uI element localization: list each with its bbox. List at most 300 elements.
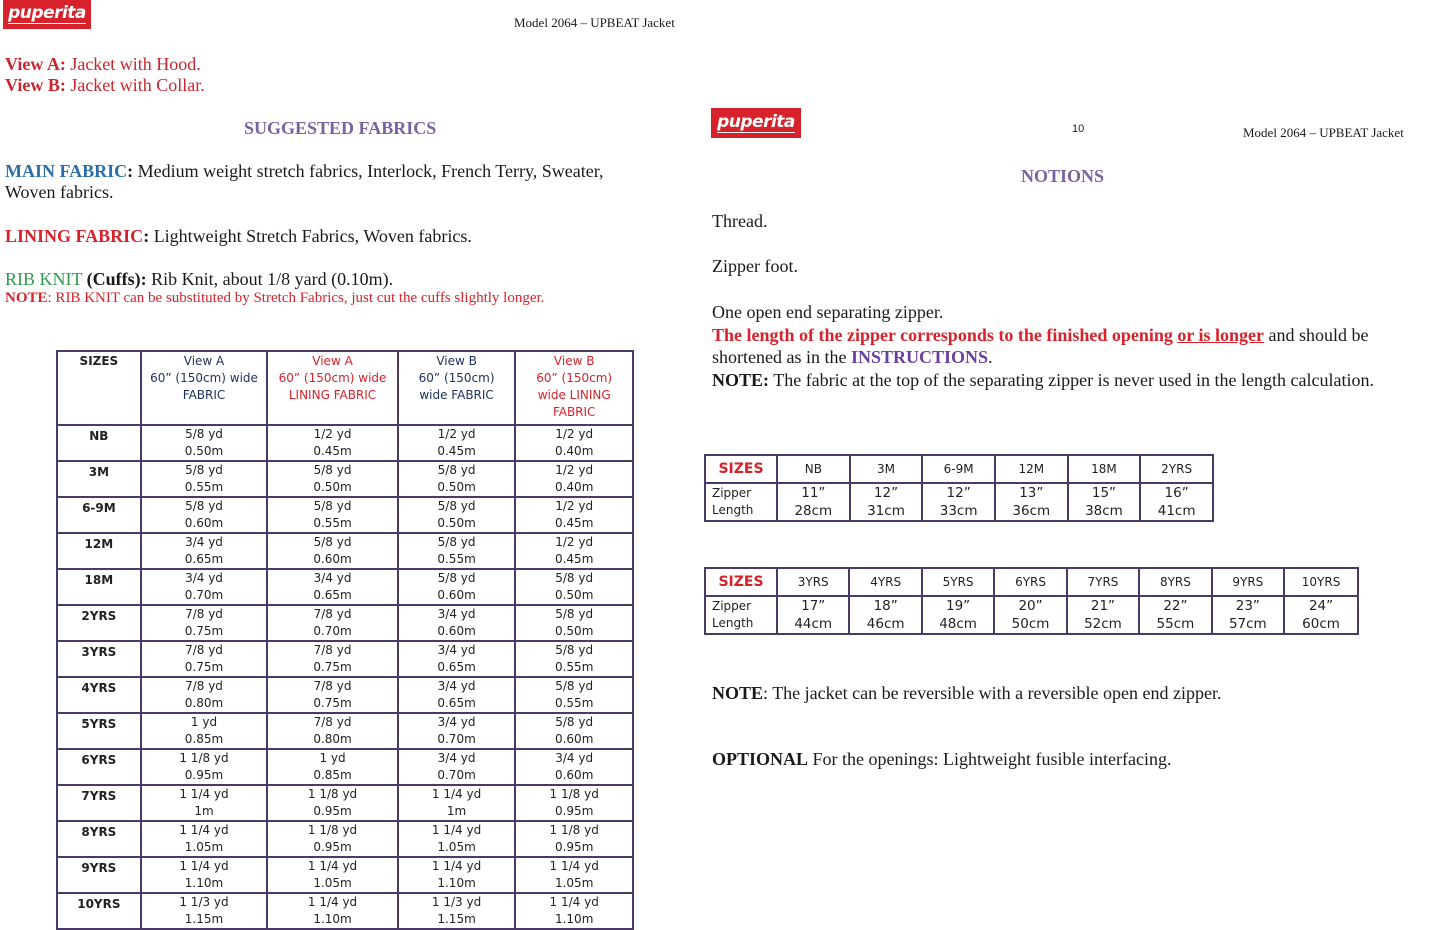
yardage-cell xyxy=(141,749,268,785)
zipper-length-cell xyxy=(777,483,850,521)
column-header-line: View B xyxy=(553,354,595,368)
zipper-length-table-1 xyxy=(704,454,1214,522)
column-header-line: wide LINING xyxy=(537,388,611,402)
column-header-line: View A xyxy=(183,354,225,368)
inches-value: 22” xyxy=(1163,598,1188,614)
size-header: 4YRS xyxy=(849,568,921,596)
size-header: 18M xyxy=(1068,455,1141,483)
meters-value: 0.85m xyxy=(313,768,352,782)
meters-value: 0.70m xyxy=(184,588,224,602)
yards-value: 1 1/8 yd xyxy=(549,787,599,801)
meters-value: 0.75m xyxy=(184,624,224,638)
zipper-length-cell xyxy=(849,596,921,634)
label-line: Length xyxy=(712,616,754,630)
meters-value: 0.65m xyxy=(184,552,224,566)
inches-value: 11” xyxy=(801,485,826,501)
yards-value: 3/4 yd xyxy=(313,571,352,585)
yardage-cell xyxy=(515,533,633,569)
yardage-cell xyxy=(398,641,516,677)
lining-fabric-paragraph xyxy=(5,226,472,247)
meters-value: 0.50m xyxy=(313,480,352,494)
size-cell: 9YRS xyxy=(57,857,141,893)
yards-value: 1/2 yd xyxy=(555,535,594,549)
yards-value: 1 yd xyxy=(319,751,346,765)
yardage-cell xyxy=(398,677,516,713)
yardage-cell xyxy=(141,857,268,893)
column-header-line: 60” (150cm) wide xyxy=(278,371,387,385)
meters-value: 0.55m xyxy=(554,696,594,710)
column-header-line: FABRIC xyxy=(552,405,596,419)
yards-value: 1 1/3 yd xyxy=(431,895,482,909)
inches-value: 12” xyxy=(873,485,899,501)
size-header: 3YRS xyxy=(777,568,849,596)
yards-value: 1 1/4 yd xyxy=(431,787,482,801)
yards-value: 5/8 yd xyxy=(437,463,476,477)
meters-value: 0.45m xyxy=(437,444,476,458)
suggested-fabrics-title: SUGGESTED FABRICS xyxy=(244,118,437,138)
meters-value: 0.95m xyxy=(554,840,594,854)
table-row xyxy=(57,821,633,857)
meters-value: 0.60m xyxy=(437,588,476,602)
meters-value: 0.45m xyxy=(554,516,594,530)
yards-value: 5/8 yd xyxy=(555,571,594,585)
yards-value: 1 1/4 yd xyxy=(179,859,229,873)
yards-value: 1/2 yd xyxy=(437,427,476,441)
yardage-cell xyxy=(515,821,633,857)
yardage-cell xyxy=(398,785,516,821)
size-header: 2YRS xyxy=(1140,455,1213,483)
yardage-cell xyxy=(267,785,398,821)
yardage-cell xyxy=(515,749,633,785)
inches-value: 16” xyxy=(1164,485,1189,501)
yards-value: 7/8 yd xyxy=(313,643,352,657)
lining-fabric-label: LINING FABRIC xyxy=(5,226,144,246)
zipper-length-cell xyxy=(922,596,994,634)
yards-value: 3/4 yd xyxy=(185,571,223,585)
meters-value: 0.70m xyxy=(437,768,476,782)
zipper-length-rest: and should be shortened as in the xyxy=(712,324,1369,367)
size-cell: 18M xyxy=(57,569,141,605)
size-header: 8YRS xyxy=(1139,568,1211,596)
yardage-cell xyxy=(398,749,516,785)
meters-value: 0.60m xyxy=(184,516,224,530)
table-row xyxy=(57,749,633,785)
yards-value: 3/4 yd xyxy=(437,679,476,693)
yardage-cell xyxy=(398,821,516,857)
meters-value: 0.80m xyxy=(184,696,224,710)
size-header: 7YRS xyxy=(1067,568,1139,596)
meters-value: 0.50m xyxy=(554,588,594,602)
yardage-cell xyxy=(267,533,398,569)
meters-value: 1.05m xyxy=(184,840,224,854)
yardage-cell xyxy=(515,497,633,533)
yards-value: 1 1/4 yd xyxy=(179,787,229,801)
yards-value: 7/8 yd xyxy=(313,607,352,621)
zipper-paragraph xyxy=(712,301,1412,391)
lining-fabric-colon: : xyxy=(143,226,150,246)
column-header-line: View B xyxy=(436,354,477,368)
yards-value: 1 yd xyxy=(190,715,218,729)
column-header xyxy=(398,351,516,425)
meters-value: 0.45m xyxy=(313,444,352,458)
yards-value: 1 1/8 yd xyxy=(179,751,229,765)
size-cell: 10YRS xyxy=(57,893,141,929)
meters-value: 0.80m xyxy=(313,732,352,746)
column-header-line: 60” (150cm) xyxy=(418,371,495,385)
zipper-length-cell xyxy=(995,483,1068,521)
view-b-line xyxy=(5,75,205,96)
column-header-line: LINING FABRIC xyxy=(288,388,377,402)
size-cell: 3M xyxy=(57,461,141,497)
table-row xyxy=(57,425,633,461)
yards-value: 5/8 yd xyxy=(555,607,594,621)
cm-value: 38cm xyxy=(1085,503,1123,519)
view-a-text: Jacket with Hood. xyxy=(70,54,201,74)
fabric-requirements-table xyxy=(56,350,634,930)
puperita-logo: puperita xyxy=(3,0,91,29)
yards-value: 1 1/8 yd xyxy=(307,823,358,837)
cm-value: 41cm xyxy=(1157,503,1196,519)
table-row xyxy=(57,785,633,821)
yardage-cell xyxy=(515,713,633,749)
meters-value: 0.60m xyxy=(313,552,352,566)
cm-value: 28cm xyxy=(794,503,833,519)
meters-value: 0.65m xyxy=(437,696,476,710)
table-row xyxy=(57,893,633,929)
size-header: NB xyxy=(777,455,850,483)
zipper-length-label xyxy=(705,596,777,634)
meters-value: 0.75m xyxy=(313,696,352,710)
yardage-cell xyxy=(515,461,633,497)
notions-title: NOTIONS xyxy=(1021,166,1105,186)
view-a-label: View A: xyxy=(5,54,66,74)
meters-value: 0.60m xyxy=(554,732,594,746)
size-cell: 12M xyxy=(57,533,141,569)
size-header: 10YRS xyxy=(1284,568,1358,596)
lining-fabric-text: Lightweight Stretch Fabrics, Woven fabrics. xyxy=(153,226,472,246)
meters-value: 0.70m xyxy=(313,624,352,638)
table-row xyxy=(57,641,633,677)
yards-value: 1/2 yd xyxy=(555,427,594,441)
yards-value: 7/8 yd xyxy=(185,607,223,621)
meters-value: 1.15m xyxy=(184,912,224,926)
header-model-title: Model 2064 – UPBEAT Jacket xyxy=(1243,125,1404,140)
yardage-cell xyxy=(398,461,516,497)
yards-value: 1 1/4 yd xyxy=(307,859,358,873)
size-cell: 8YRS xyxy=(57,821,141,857)
size-cell: 2YRS xyxy=(57,605,141,641)
yards-value: 1 1/4 yd xyxy=(549,859,599,873)
thread-item: Thread. xyxy=(712,211,768,231)
zipper-length-cell xyxy=(1284,596,1358,634)
meters-value: 0.50m xyxy=(437,480,476,494)
size-header: 3M xyxy=(850,455,923,483)
sizes-row xyxy=(705,568,1358,596)
meters-value: 1.05m xyxy=(554,876,594,890)
yards-value: 3/4 yd xyxy=(185,535,223,549)
column-header-line: View A xyxy=(312,354,353,368)
size-header: 6YRS xyxy=(994,568,1066,596)
main-fabric-paragraph xyxy=(5,161,645,203)
yardage-cell xyxy=(141,821,268,857)
yards-value: 3/4 yd xyxy=(437,607,476,621)
zipper-length-underline: or is longer xyxy=(1177,324,1265,345)
yardage-cell xyxy=(267,461,398,497)
column-header-line: 60” (150cm) xyxy=(536,371,613,385)
table-row xyxy=(57,857,633,893)
inches-value: 12” xyxy=(946,485,971,501)
yardage-cell xyxy=(141,893,268,929)
header-model-title: Model 2064 – UPBEAT Jacket xyxy=(514,15,675,30)
yards-value: 1 1/4 yd xyxy=(307,895,358,909)
yards-value: 5/8 yd xyxy=(313,499,352,513)
cm-value: 50cm xyxy=(1011,616,1050,632)
size-cell: 7YRS xyxy=(57,785,141,821)
yards-value: 5/8 yd xyxy=(185,499,223,513)
yardage-cell xyxy=(515,857,633,893)
cm-value: 48cm xyxy=(939,616,977,632)
yardage-cell xyxy=(515,677,633,713)
period: . xyxy=(988,347,993,367)
zipper-length-label xyxy=(705,483,777,521)
column-header xyxy=(57,351,141,425)
zipper-length-row xyxy=(705,596,1358,634)
sizes-label: SIZES xyxy=(705,568,777,596)
size-cell: 5YRS xyxy=(57,713,141,749)
yardage-cell xyxy=(267,569,398,605)
yardage-cell xyxy=(515,605,633,641)
yardage-cell xyxy=(141,425,268,461)
yards-value: 3/4 yd xyxy=(437,715,476,729)
cm-value: 55cm xyxy=(1156,616,1195,632)
reversible-note-text: : The jacket can be reversible with a reversible open end zipper. xyxy=(763,683,1222,703)
yards-value: 1 1/4 yd xyxy=(431,823,482,837)
view-a-line xyxy=(5,54,201,75)
meters-value: 1.10m xyxy=(554,912,594,926)
yardage-cell xyxy=(398,533,516,569)
yards-value: 1 1/8 yd xyxy=(549,823,599,837)
optional-note-text: For the openings: Lightweight fusible interfacing. xyxy=(808,749,1172,769)
yards-value: 5/8 yd xyxy=(555,643,594,657)
column-header-line: 60” (150cm) wide xyxy=(150,371,258,385)
inches-value: 23” xyxy=(1235,598,1260,614)
meters-value: 0.65m xyxy=(313,588,352,602)
page-number: 10 xyxy=(1072,123,1085,135)
yardage-cell xyxy=(141,497,268,533)
inches-value: 18” xyxy=(873,598,898,614)
meters-value: 1.05m xyxy=(437,840,476,854)
yardage-cell xyxy=(141,785,268,821)
yards-value: 7/8 yd xyxy=(185,643,223,657)
yards-value: 1 1/4 yd xyxy=(549,895,599,909)
yards-value: 1 1/4 yd xyxy=(431,859,482,873)
optional-note xyxy=(712,749,1171,770)
meters-value: 0.60m xyxy=(437,624,476,638)
meters-value: 1.10m xyxy=(313,912,352,926)
yardage-cell xyxy=(267,857,398,893)
column-header-line: SIZES xyxy=(79,354,119,368)
meters-value: 0.55m xyxy=(184,480,224,494)
yardage-cell xyxy=(267,497,398,533)
yardage-cell xyxy=(267,749,398,785)
zipper-length-cell xyxy=(1067,596,1139,634)
yardage-cell xyxy=(398,425,516,461)
yards-value: 5/8 yd xyxy=(437,499,476,513)
meters-value: 0.75m xyxy=(313,660,352,674)
yards-value: 1 1/4 yd xyxy=(179,823,229,837)
meters-value: 1.15m xyxy=(437,912,476,926)
yards-value: 5/8 yd xyxy=(437,535,476,549)
yardage-cell xyxy=(267,713,398,749)
meters-value: 1.10m xyxy=(184,876,224,890)
inches-value: 13” xyxy=(1019,485,1044,501)
yards-value: 5/8 yd xyxy=(185,427,223,441)
yardage-cell xyxy=(141,569,268,605)
yardage-cell xyxy=(267,641,398,677)
size-header: 5YRS xyxy=(922,568,994,596)
column-header xyxy=(515,351,633,425)
meters-value: 0.85m xyxy=(184,732,224,746)
cm-value: 57cm xyxy=(1228,616,1267,632)
size-cell: 6YRS xyxy=(57,749,141,785)
column-header-line: wide FABRIC xyxy=(419,388,494,402)
meters-value: 0.50m xyxy=(437,516,476,530)
zipper-length-cell xyxy=(994,596,1066,634)
yardage-cell xyxy=(398,713,516,749)
meters-value: 0.55m xyxy=(437,552,476,566)
yards-value: 7/8 yd xyxy=(185,679,223,693)
meters-value: 0.95m xyxy=(184,768,224,782)
label-line: Zipper xyxy=(712,486,752,500)
rib-knit-note xyxy=(5,290,544,307)
size-header: 6-9M xyxy=(922,455,995,483)
yards-value: 1 1/3 yd xyxy=(179,895,229,909)
column-header-line: FABRIC xyxy=(182,388,226,402)
yards-value: 1 1/8 yd xyxy=(307,787,358,801)
yardage-cell xyxy=(398,857,516,893)
meters-value: 0.60m xyxy=(554,768,594,782)
table-row xyxy=(57,533,633,569)
label-line: Zipper xyxy=(712,599,752,613)
yards-value: 3/4 yd xyxy=(437,643,476,657)
meters-value: 1.05m xyxy=(313,876,352,890)
yards-value: 5/8 yd xyxy=(313,463,352,477)
yardage-cell xyxy=(141,461,268,497)
meters-value: 0.95m xyxy=(554,804,594,818)
cm-value: 36cm xyxy=(1012,503,1051,519)
rib-note-label: NOTE xyxy=(5,290,48,306)
yardage-cell xyxy=(267,677,398,713)
zipper-length-cell xyxy=(1212,596,1284,634)
reversible-note-label: NOTE xyxy=(712,683,764,703)
yardage-cell xyxy=(515,641,633,677)
yards-value: 5/8 yd xyxy=(185,463,223,477)
sizes-label: SIZES xyxy=(705,455,777,483)
meters-value: 0.40m xyxy=(554,444,594,458)
view-b-label: View B: xyxy=(5,75,66,95)
column-header xyxy=(141,351,268,425)
main-fabric-colon: : xyxy=(127,161,134,181)
reversible-note xyxy=(712,683,1222,704)
zipper-length-cell xyxy=(922,483,995,521)
rib-note-text: : RIB KNIT can be substituted by Stretch Fabrics, just cut the cuffs slightly longer. xyxy=(47,290,545,306)
meters-value: 0.70m xyxy=(437,732,476,746)
yards-value: 5/8 yd xyxy=(313,535,352,549)
zipper-length-cell xyxy=(1139,596,1211,634)
yards-value: 7/8 yd xyxy=(313,715,352,729)
table-row xyxy=(57,461,633,497)
yards-value: 5/8 yd xyxy=(555,679,594,693)
column-header xyxy=(267,351,398,425)
table-row xyxy=(57,605,633,641)
yards-value: 1/2 yd xyxy=(555,463,594,477)
zipper-length-cell xyxy=(1140,483,1213,521)
yards-value: 3/4 yd xyxy=(555,751,594,765)
yardage-cell xyxy=(267,893,398,929)
yardage-cell xyxy=(398,893,516,929)
cm-value: 31cm xyxy=(867,503,905,519)
yardage-cell xyxy=(141,641,268,677)
size-header: 9YRS xyxy=(1212,568,1284,596)
note-label: NOTE: xyxy=(712,369,770,390)
yardage-cell xyxy=(398,605,516,641)
yards-value: 5/8 yd xyxy=(555,715,594,729)
zipper-foot-item: Zipper foot. xyxy=(712,256,798,276)
meters-value: 0.65m xyxy=(437,660,476,674)
yards-value: 7/8 yd xyxy=(313,679,352,693)
cm-value: 60cm xyxy=(1302,616,1340,632)
inches-value: 21” xyxy=(1090,598,1116,614)
meters-value: 0.45m xyxy=(554,552,594,566)
sizes-row xyxy=(705,455,1213,483)
table-row xyxy=(57,713,633,749)
yards-value: 5/8 yd xyxy=(437,571,476,585)
yardage-cell xyxy=(267,605,398,641)
meters-value: 0.95m xyxy=(313,840,352,854)
inches-value: 15” xyxy=(1091,485,1117,501)
rib-knit-paragraph xyxy=(5,269,393,290)
yardage-cell xyxy=(398,497,516,533)
yardage-cell xyxy=(398,569,516,605)
size-cell: 4YRS xyxy=(57,677,141,713)
meters-value: 0.75m xyxy=(184,660,224,674)
yardage-cell xyxy=(141,533,268,569)
yardage-cell xyxy=(515,785,633,821)
zipper-length-cell xyxy=(1068,483,1141,521)
yards-value: 1/2 yd xyxy=(555,499,594,513)
inches-value: 24” xyxy=(1308,598,1334,614)
instructions-word: INSTRUCTIONS xyxy=(850,347,989,367)
meters-value: 0.95m xyxy=(313,804,352,818)
rib-knit-label: RIB KNIT xyxy=(5,269,83,289)
cm-value: 52cm xyxy=(1084,616,1122,632)
meters-value: 0.40m xyxy=(554,480,594,494)
yardage-cell xyxy=(515,569,633,605)
meters-value: 0.50m xyxy=(554,624,594,638)
cm-value: 33cm xyxy=(939,503,978,519)
main-fabric-text: Medium weight stretch fabrics, Interlock, French Terry, Sweater, Woven fabrics. xyxy=(5,161,604,202)
zipper-length-cell xyxy=(777,596,849,634)
optional-note-label: OPTIONAL xyxy=(712,749,809,769)
yardage-cell xyxy=(141,713,268,749)
rib-knit-text: Rib Knit, about 1/8 yard (0.10m). xyxy=(151,269,394,289)
meters-value: 1m xyxy=(446,804,467,818)
meters-value: 1.10m xyxy=(437,876,476,890)
yardage-cell xyxy=(141,677,268,713)
table-row xyxy=(57,497,633,533)
cm-value: 46cm xyxy=(866,616,905,632)
meters-value: 1m xyxy=(194,804,214,818)
